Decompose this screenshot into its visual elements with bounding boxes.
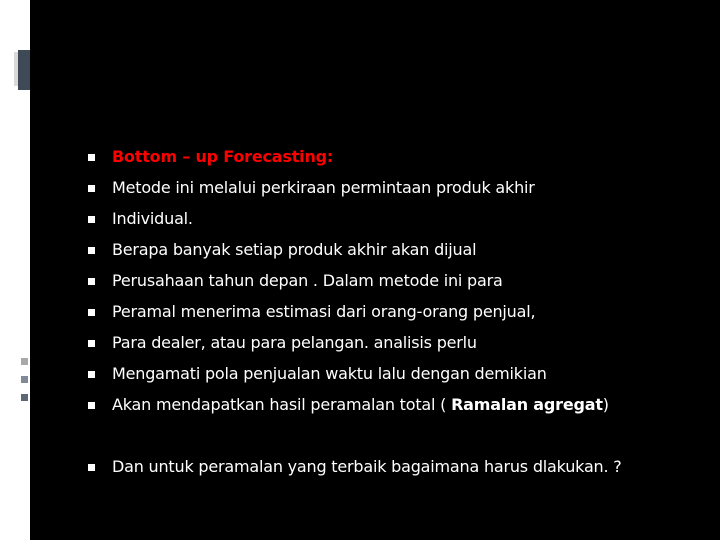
bullet-item (88, 394, 708, 416)
bullet-square-icon (88, 216, 95, 223)
bullet-text: Berapa banyak setiap produk akhir akan dijual (112, 240, 477, 259)
bullet-item (88, 332, 708, 354)
bullet-square-icon (88, 340, 95, 347)
accent-bar-top (18, 50, 30, 90)
accent-bar-top-light (14, 52, 18, 86)
accent-square-3 (21, 394, 28, 401)
bullet-text: Mengamati pola penjualan waktu lalu dengan demikian (112, 364, 547, 383)
bullet-item (88, 239, 708, 261)
bullet-square-icon (88, 309, 95, 316)
bullet-item (88, 177, 708, 199)
bullet-square-icon (88, 278, 95, 285)
bullet-square-icon (88, 402, 95, 409)
bullet-item-heading (88, 146, 708, 168)
bullet-text-emphasis: Ramalan agregat (451, 395, 603, 414)
bullet-text: Perusahaan tahun depan . Dalam metode ini para (112, 271, 503, 290)
bullet-text: Dan untuk peramalan yang terbaik bagaimana harus dlakukan. ? (112, 457, 622, 476)
bullet-square-icon (88, 185, 95, 192)
bullet-item (88, 456, 708, 478)
accent-square-1 (21, 358, 28, 365)
bullet-text: Para dealer, atau para pelangan. analisis perlu (112, 333, 477, 352)
bullet-text: Metode ini melalui perkiraan permintaan produk akhir (112, 178, 535, 197)
bullet-item (88, 270, 708, 292)
bullet-text: Individual. (112, 209, 193, 228)
accent-square-2 (21, 376, 28, 383)
bullet-item (88, 363, 708, 385)
bullet-text-main: Akan mendapatkan hasil peramalan total ( (112, 395, 452, 414)
bullet-square-icon (88, 247, 95, 254)
bullet-square-icon (88, 464, 95, 471)
bullet-heading-text: Bottom – up Forecasting: (112, 147, 334, 166)
bullet-item (88, 208, 708, 230)
bullet-square-icon (88, 154, 95, 161)
bullet-text-with-emphasis (112, 394, 609, 416)
bullet-square-icon (88, 371, 95, 378)
bullet-text-suffix: ) (602, 395, 609, 414)
bullet-item (88, 301, 708, 323)
bullet-text: Peramal menerima estimasi dari orang-orang penjual, (112, 302, 536, 321)
